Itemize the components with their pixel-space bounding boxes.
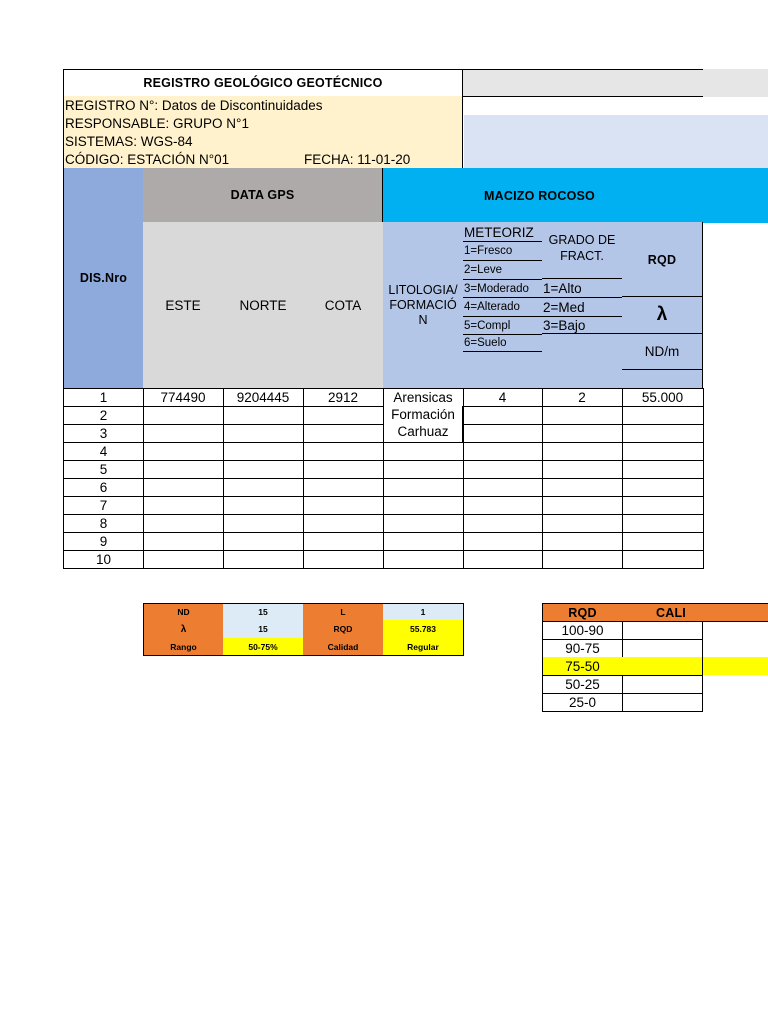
responsable-line: RESPONSABLE: GRUPO N°1 <box>63 114 463 133</box>
meteoriz-item-5: 5=Compl <box>463 316 542 334</box>
lambda-label: λ <box>143 620 224 639</box>
cell-grado-row7 <box>542 496 623 515</box>
cell-norte-row2 <box>223 406 304 425</box>
rqd-label: RQD <box>303 620 384 639</box>
dis-nro-header: DIS.Nro <box>63 168 144 389</box>
grado-item-3: 3=Bajo <box>542 316 622 334</box>
registro-line: REGISTRO N°: Datos de Discontinuidades <box>63 96 463 115</box>
cell-este-row6 <box>143 478 224 497</box>
nd-per-m-header: ND/m <box>622 334 702 370</box>
cell-dis-nro-row4: 4 <box>63 442 144 461</box>
cell-norte-row3 <box>223 424 304 443</box>
cell-grado-row5 <box>542 460 623 479</box>
quality-range-1: 100-90 <box>542 621 623 640</box>
cell-este-row2 <box>143 406 224 425</box>
este-header: ESTE <box>143 222 224 389</box>
cota-header: COTA <box>303 222 384 389</box>
cell-norte-row7 <box>223 496 304 515</box>
cell-este-row5 <box>143 460 224 479</box>
nd-label: ND <box>143 603 224 621</box>
cell-este-row4 <box>143 442 224 461</box>
cell-norte-row6 <box>223 478 304 497</box>
header-grey-overflow <box>703 69 768 97</box>
cell-cota-row3 <box>303 424 384 443</box>
cell-rqd-row1: 55.000 <box>622 388 704 407</box>
cell-cota-row6 <box>303 478 384 497</box>
cell-dis-nro-row3: 3 <box>63 424 144 443</box>
cell-meteoriz-row6 <box>463 478 543 497</box>
cell-grado-row8 <box>542 514 623 533</box>
quality-calidad-cell-5 <box>622 693 703 712</box>
cell-litologia-row1: Arensicas <box>383 388 464 407</box>
cell-cota-row4 <box>303 442 384 461</box>
cell-meteoriz-row9 <box>463 532 543 551</box>
cell-litologia-row9 <box>383 532 464 551</box>
cell-cota-row10 <box>303 550 384 569</box>
cell-cota-row2 <box>303 406 384 425</box>
cell-litologia-row10 <box>383 550 464 569</box>
rqd-value: 55.783 <box>383 620 464 639</box>
meteoriz-item-1: 1=Fresco <box>463 241 542 260</box>
cell-grado-row6 <box>542 478 623 497</box>
quality-calidad-cell-2 <box>622 639 703 658</box>
codigo-line: CÓDIGO: ESTACIÓN N°01 <box>63 150 304 169</box>
cell-este-row8 <box>143 514 224 533</box>
cell-grado-row2 <box>542 406 623 425</box>
quality-calidad-cell-1 <box>622 621 703 640</box>
quality-rqd-header: RQD <box>542 603 623 622</box>
cell-norte-row10 <box>223 550 304 569</box>
norte-header: NORTE <box>223 222 304 389</box>
cell-meteoriz-row7 <box>463 496 543 515</box>
header-grey-area <box>463 69 703 97</box>
cell-cota-row9 <box>303 532 384 551</box>
header-blue-area <box>464 115 768 169</box>
cell-este-row9 <box>143 532 224 551</box>
cell-rqd-row6 <box>622 478 704 497</box>
cell-rqd-row8 <box>622 514 704 533</box>
data-gps-header: DATA GPS <box>143 168 383 223</box>
rqd-header: RQD <box>647 253 677 267</box>
cell-rqd-row2 <box>622 406 704 425</box>
quality-calidad-cell-4 <box>622 675 703 694</box>
cell-rqd-row5 <box>622 460 704 479</box>
cell-norte-row8 <box>223 514 304 533</box>
cell-litologia-row4 <box>383 442 464 461</box>
nd-value: 15 <box>223 603 304 621</box>
cell-litologia-row6 <box>383 478 464 497</box>
cell-grado-row9 <box>542 532 623 551</box>
cell-dis-nro-row6: 6 <box>63 478 144 497</box>
cell-dis-nro-row8: 8 <box>63 514 144 533</box>
cell-litologia-row8 <box>383 514 464 533</box>
cell-meteoriz-row10 <box>463 550 543 569</box>
cell-dis-nro-row10: 10 <box>63 550 144 569</box>
cell-meteoriz-row8 <box>463 514 543 533</box>
cell-norte-row5 <box>223 460 304 479</box>
quality-range-4: 50-25 <box>542 675 623 694</box>
cell-litologia-row7 <box>383 496 464 515</box>
quality-highlight-overflow <box>703 657 768 675</box>
cell-cota-row5 <box>303 460 384 479</box>
cell-dis-nro-row7: 7 <box>63 496 144 515</box>
cell-rqd-row7 <box>622 496 704 515</box>
grado-item-1: 1=Alto <box>542 278 622 297</box>
litologia-header: LITOLOGIA/ FORMACIÓ N <box>383 222 464 389</box>
cell-meteoriz-row3 <box>463 424 543 443</box>
meteoriz-header: METEORIZ <box>464 224 534 240</box>
calidad-label: Calidad <box>303 638 384 656</box>
cell-este-row3 <box>143 424 224 443</box>
cell-cota-row7 <box>303 496 384 515</box>
l-label: L <box>303 603 384 621</box>
cell-dis-nro-row2: 2 <box>63 406 144 425</box>
cell-dis-nro-row5: 5 <box>63 460 144 479</box>
cell-rqd-row3 <box>622 424 704 443</box>
meteoriz-item-6: 6=Suelo <box>463 334 542 352</box>
cell-cota-row8 <box>303 514 384 533</box>
cell-grado-row3 <box>542 424 623 443</box>
cell-litologia-row5 <box>383 460 464 479</box>
macizo-rocoso-header: MACIZO ROCOSO <box>383 168 768 223</box>
rango-label: Rango <box>143 638 224 656</box>
calidad-value: Regular <box>383 638 464 656</box>
cell-meteoriz-row4 <box>463 442 543 461</box>
fecha-line: FECHA: 11-01-20 <box>303 150 463 169</box>
grado-item-2: 2=Med <box>542 297 622 316</box>
cell-meteoriz-row1: 4 <box>463 388 543 407</box>
cell-grado-row4 <box>542 442 623 461</box>
cell-rqd-row4 <box>622 442 704 461</box>
cell-norte-row4 <box>223 442 304 461</box>
cell-norte-row9 <box>223 532 304 551</box>
formacion-carhuaz-note: Formación Carhuaz <box>383 406 463 442</box>
cell-dis-nro-row9: 9 <box>63 532 144 551</box>
l-value: 1 <box>383 603 464 621</box>
cell-meteoriz-row5 <box>463 460 543 479</box>
cell-rqd-row9 <box>622 532 704 551</box>
quality-range-5: 25-0 <box>542 693 623 712</box>
meteoriz-item-3: 3=Moderado <box>463 279 542 297</box>
sheet-title: REGISTRO GEOLÓGICO GEOTÉCNICO <box>63 69 463 97</box>
grado-header: GRADO DE FRACT. <box>548 233 616 263</box>
cell-meteoriz-row2 <box>463 406 543 425</box>
quality-calidad-cell-3 <box>622 657 703 676</box>
quality-calidad-header: CALI <box>622 603 768 622</box>
cell-este-row10 <box>143 550 224 569</box>
cell-rqd-row10 <box>622 550 704 569</box>
cell-este-row1: 774490 <box>143 388 224 407</box>
cell-cota-row1: 2912 <box>303 388 384 407</box>
cell-norte-row1: 9204445 <box>223 388 304 407</box>
cell-este-row7 <box>143 496 224 515</box>
lambda-value: 15 <box>223 620 304 639</box>
lambda-header: λ <box>622 296 702 334</box>
cell-grado-row1: 2 <box>542 388 623 407</box>
meteoriz-item-4: 4=Alterado <box>463 297 542 316</box>
sistemas-line: SISTEMAS: WGS-84 <box>63 132 463 151</box>
quality-range-2: 90-75 <box>542 639 623 658</box>
quality-range-3: 75-50 <box>542 657 623 676</box>
cell-dis-nro-row1: 1 <box>63 388 144 407</box>
rango-value: 50-75% <box>223 638 304 656</box>
cell-grado-row10 <box>542 550 623 569</box>
meteoriz-item-2: 2=Leve <box>463 260 542 279</box>
